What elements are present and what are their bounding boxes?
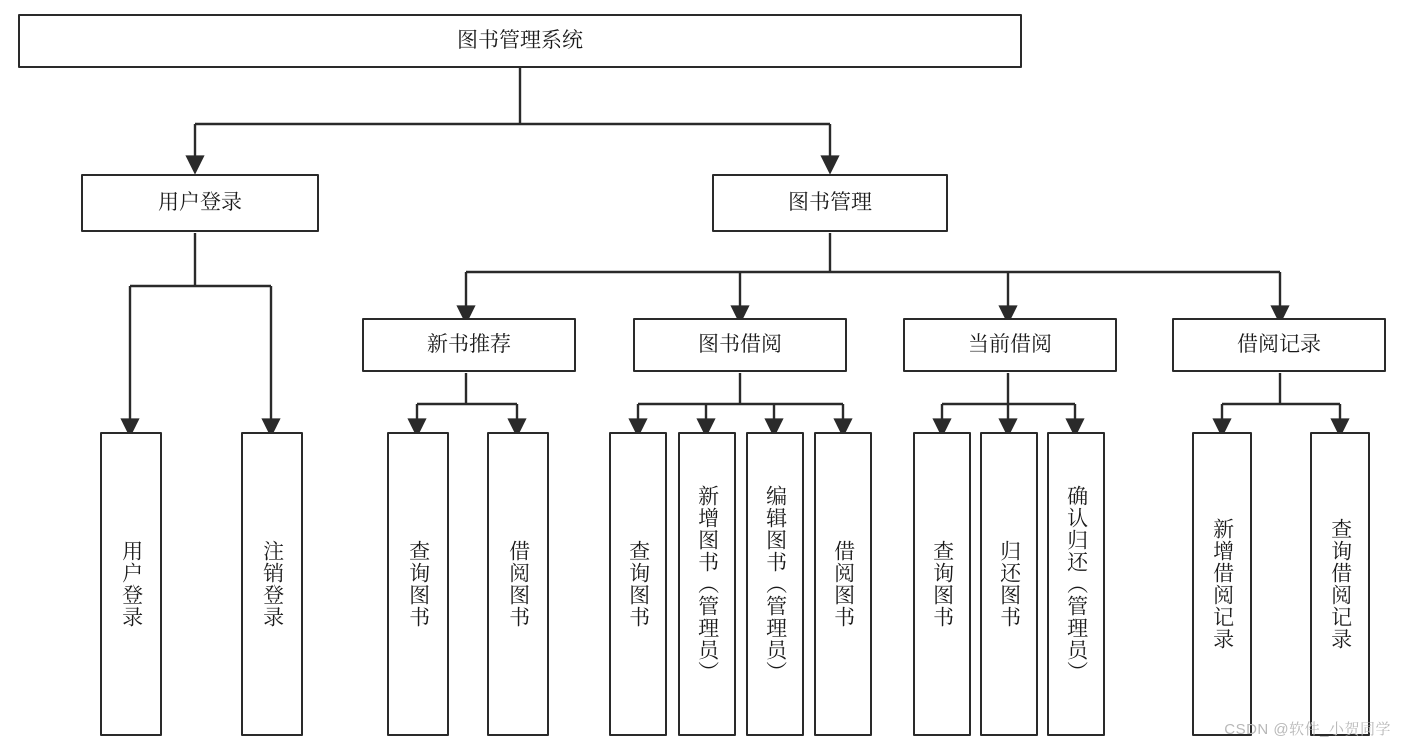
node-label: 确认归还（管理员） xyxy=(1064,485,1088,683)
leaf-add-book-admin[interactable] xyxy=(678,432,736,736)
node-label: 注销登录 xyxy=(260,540,284,628)
watermark: CSDN @软件_小贺同学 xyxy=(1224,721,1391,738)
leaf-confirm-return-admin[interactable] xyxy=(1047,432,1105,736)
leaf-query-borrow-record[interactable] xyxy=(1310,432,1370,736)
node-book-borrow[interactable] xyxy=(633,318,847,372)
node-label: 查询图书 xyxy=(930,540,954,628)
leaf-edit-book-admin[interactable] xyxy=(746,432,804,736)
node-borrow-records[interactable] xyxy=(1172,318,1386,372)
node-label: 借阅图书 xyxy=(831,540,855,628)
leaf-borrow-book[interactable] xyxy=(814,432,872,736)
node-label: 归还图书 xyxy=(997,540,1021,628)
node-label: 图书借阅 xyxy=(698,332,782,356)
node-user-login[interactable] xyxy=(81,174,319,232)
leaf-add-borrow-record[interactable] xyxy=(1192,432,1252,736)
node-current-borrow[interactable] xyxy=(903,318,1117,372)
node-label: 查询借阅记录 xyxy=(1328,518,1352,650)
node-label: 查询图书 xyxy=(406,540,430,628)
node-label: 图书管理系统 xyxy=(457,28,583,52)
node-label: 用户登录 xyxy=(119,540,143,628)
node-book-management[interactable] xyxy=(712,174,948,232)
node-label: 新增图书（管理员） xyxy=(695,485,719,683)
node-new-book-recommend[interactable] xyxy=(362,318,576,372)
node-label: 编辑图书（管理员） xyxy=(763,485,787,683)
node-label: 新书推荐 xyxy=(427,332,511,356)
leaf-query-book-borrow[interactable] xyxy=(609,432,667,736)
leaf-logout[interactable] xyxy=(241,432,303,736)
leaf-query-book-current[interactable] xyxy=(913,432,971,736)
node-label: 借阅图书 xyxy=(506,540,530,628)
leaf-borrow-book-recommend[interactable] xyxy=(487,432,549,736)
leaf-query-book-recommend[interactable] xyxy=(387,432,449,736)
node-label: 查询图书 xyxy=(626,540,650,628)
node-label: 当前借阅 xyxy=(968,332,1052,356)
node-label: 用户登录 xyxy=(158,190,242,214)
node-label: 图书管理 xyxy=(788,190,872,214)
node-root[interactable] xyxy=(18,14,1022,68)
node-label: 新增借阅记录 xyxy=(1210,518,1234,650)
leaf-user-login[interactable] xyxy=(100,432,162,736)
leaf-return-book[interactable] xyxy=(980,432,1038,736)
node-label: 借阅记录 xyxy=(1237,332,1321,356)
